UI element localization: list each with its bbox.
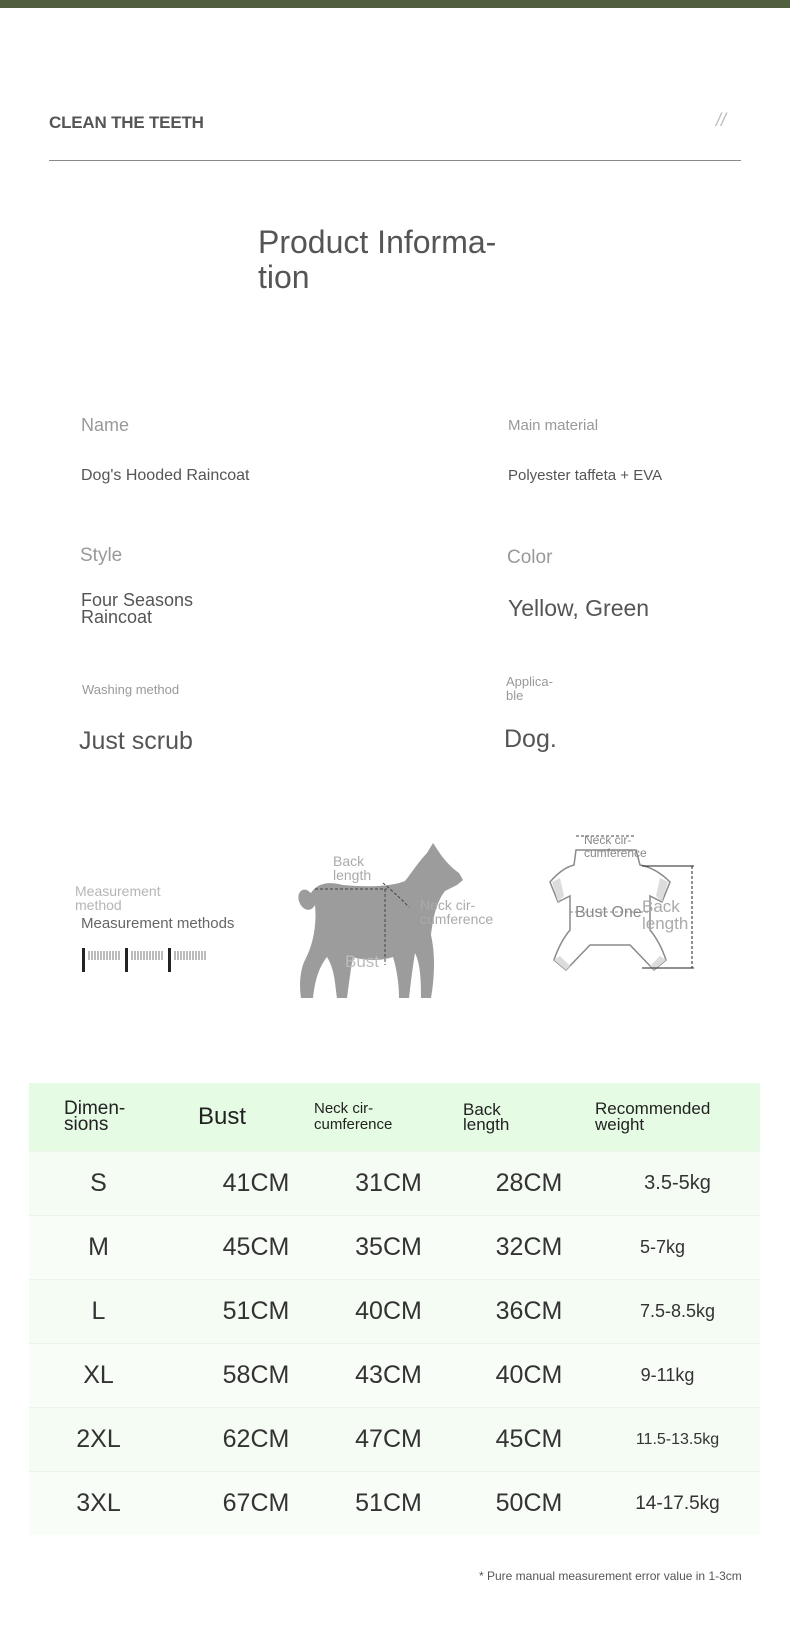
- table-row: [29, 1472, 760, 1536]
- weight-cell: 11.5-13.5kg: [595, 1408, 760, 1472]
- weight-cell: 3.5-5kg: [595, 1152, 760, 1216]
- top-color-bar: [0, 0, 790, 8]
- name-label: Name: [81, 415, 130, 435]
- material-label: Main material: [508, 417, 599, 434]
- material-value: Polyester taffeta + EVA: [508, 467, 663, 484]
- size-chart-table: [29, 1083, 760, 1535]
- applicable-value: Dog.: [504, 725, 557, 753]
- header-back-length: Back length: [463, 1083, 595, 1152]
- size-cell: M: [29, 1216, 198, 1280]
- size-cell: XL: [29, 1344, 198, 1408]
- weight-cell: 14-17.5kg: [595, 1472, 760, 1536]
- shirt-back-length-label: Back length: [642, 897, 689, 933]
- header-recommended-weight: Recommended weight: [595, 1083, 760, 1152]
- back-length-cell: 36CM: [463, 1280, 595, 1344]
- back-length-cell: 32CM: [463, 1216, 595, 1280]
- washing-value: Just scrub: [79, 727, 193, 755]
- header-bust: Bust: [198, 1083, 314, 1152]
- table-row: [29, 1280, 760, 1344]
- neck-cell: 47CM: [314, 1408, 463, 1472]
- brand-heading: CLEAN THE TEETH: [49, 113, 204, 132]
- style-value: Four Seasons Raincoat: [81, 590, 194, 627]
- bust-cell: 45CM: [198, 1216, 314, 1280]
- name-value: Dog's Hooded Raincoat: [81, 467, 250, 484]
- table-row: [29, 1344, 760, 1408]
- applicable-label: Applica- ble: [506, 674, 553, 703]
- back-length-cell: 45CM: [463, 1408, 595, 1472]
- measurement-label: Measurement methods: [81, 915, 235, 932]
- dog-neck-label: Neck cir- cumference: [420, 897, 494, 927]
- size-table-header-row: [29, 1083, 760, 1152]
- shirt-bust-label: Bust One: [575, 904, 642, 921]
- back-length-cell: 40CM: [463, 1344, 595, 1408]
- size-cell: 3XL: [29, 1472, 198, 1536]
- dog-back-length-label: Back length: [333, 853, 372, 883]
- neck-cell: 43CM: [314, 1344, 463, 1408]
- table-row: [29, 1408, 760, 1472]
- dog-bust-label: Bust: [345, 952, 380, 971]
- back-length-cell: 28CM: [463, 1152, 595, 1216]
- back-length-cell: 50CM: [463, 1472, 595, 1536]
- size-cell: 2XL: [29, 1408, 198, 1472]
- color-label: Color: [507, 547, 553, 568]
- style-label: Style: [80, 545, 123, 566]
- ruler-icon: [82, 948, 212, 976]
- header-dimensions: Dimen- sions: [29, 1083, 198, 1152]
- weight-cell: 9-11kg: [595, 1344, 760, 1408]
- weight-cell: 5-7kg: [595, 1216, 760, 1280]
- neck-cell: 40CM: [314, 1280, 463, 1344]
- table-row: [29, 1152, 760, 1216]
- weight-cell: 7.5-8.5kg: [595, 1280, 760, 1344]
- color-value: Yellow, Green: [508, 595, 650, 621]
- neck-cell: 31CM: [314, 1152, 463, 1216]
- bust-cell: 58CM: [198, 1344, 314, 1408]
- measurement-label-faded: Measurement method: [75, 883, 161, 913]
- header-neck: Neck cir- cumference: [314, 1083, 463, 1152]
- neck-cell: 35CM: [314, 1216, 463, 1280]
- bust-cell: 62CM: [198, 1408, 314, 1472]
- size-cell: L: [29, 1280, 198, 1344]
- size-cell: S: [29, 1152, 198, 1216]
- table-row: [29, 1216, 760, 1280]
- decorative-slashes: //: [716, 110, 727, 130]
- page-title: Product Informa- tion: [258, 224, 497, 295]
- washing-label: Washing method: [82, 682, 180, 697]
- header-divider: [49, 160, 741, 161]
- bust-cell: 51CM: [198, 1280, 314, 1344]
- measurement-note: * Pure manual measurement error value in 1-3cm: [479, 1569, 742, 1583]
- shirt-neck-label: Neck cir- cumference: [584, 833, 647, 860]
- bust-cell: 67CM: [198, 1472, 314, 1536]
- neck-cell: 51CM: [314, 1472, 463, 1536]
- bust-cell: 41CM: [198, 1152, 314, 1216]
